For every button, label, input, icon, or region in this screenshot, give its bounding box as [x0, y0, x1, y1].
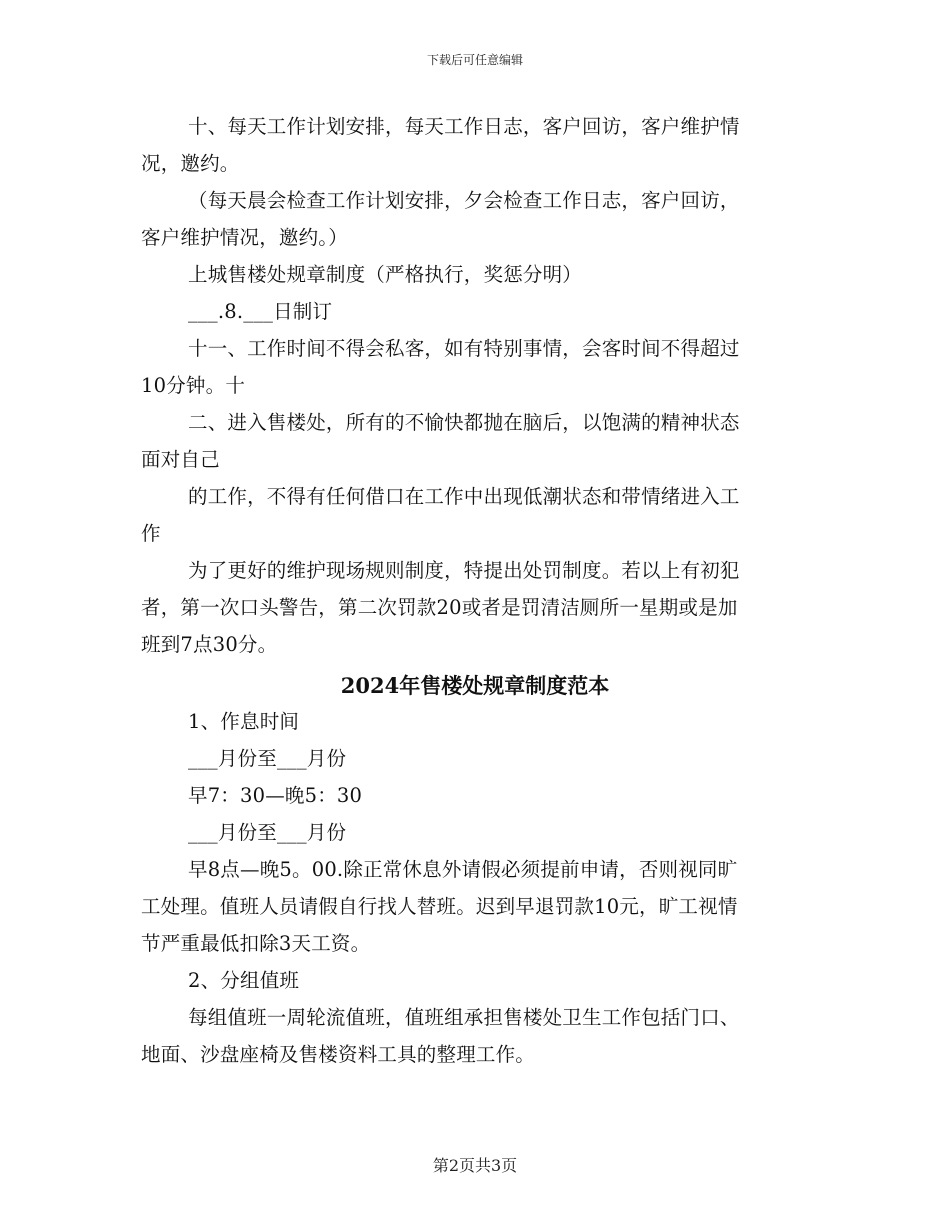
- section-title: 2024年售楼处规章制度范本: [340, 673, 610, 698]
- body-line: ___月份至___月份: [188, 747, 347, 770]
- body-line: 地面、沙盘座椅及售楼资料工具的整理工作。: [141, 1043, 536, 1066]
- page-footer: 第2页共3页: [432, 1156, 518, 1175]
- page-header: 下载后可任意编辑: [426, 53, 523, 67]
- body-line: 为了更好的维护现场规则制度，特提出处罚制度。若以上有初犯: [188, 559, 740, 582]
- body-line: 十一、工作时间不得会私客，如有特别事情，会客时间不得超过: [188, 337, 740, 360]
- body-line: 早8点—晚5。00.除正常休息外请假必须提前申请，否则视同旷: [188, 858, 738, 881]
- body-line: 每组值班一周轮流值班，值班组承担售楼处卫生工作包括门口、: [188, 1006, 740, 1029]
- body-line: 的工作，不得有任何借口在工作中出现低潮状态和带情绪进入工: [188, 485, 740, 508]
- body-line: 作: [141, 522, 161, 545]
- body-line: 节严重最低扣除3天工资。: [141, 932, 371, 955]
- body-line: ___.8.___日制订: [188, 300, 333, 323]
- body-line: 工处理。值班人员请假自行找人替班。迟到早退罚款10元，旷工视情: [141, 895, 738, 918]
- body-line: 况，邀约。: [141, 152, 240, 175]
- body-line: ___月份至___月份: [188, 821, 347, 844]
- body-line: 班到7点30分。: [141, 633, 278, 656]
- body-line: 上城售楼处规章制度（严格执行，奖惩分明）: [188, 263, 583, 286]
- body-line: 2、分组值班: [188, 969, 300, 992]
- body-line: 客户维护情况，邀约。）: [141, 226, 348, 249]
- body-line: （每天晨会检查工作计划安排，夕会检查工作日志，客户回访，: [188, 189, 740, 212]
- body-line: 二、进入售楼处，所有的不愉快都抛在脑后，以饱满的精神状态: [188, 411, 740, 434]
- body-line: 者，第一次口头警告，第二次罚款20或者是罚清洁厕所一星期或是加: [141, 596, 738, 619]
- body-line: 早7：30—晚5：30: [188, 784, 363, 807]
- body-line: 1、作息时间: [188, 710, 300, 733]
- body-line: 面对自己: [141, 448, 220, 471]
- body-line: 10分钟。十: [141, 374, 246, 397]
- body-line: 十、每天工作计划安排，每天工作日志，客户回访，客户维护情: [188, 115, 740, 138]
